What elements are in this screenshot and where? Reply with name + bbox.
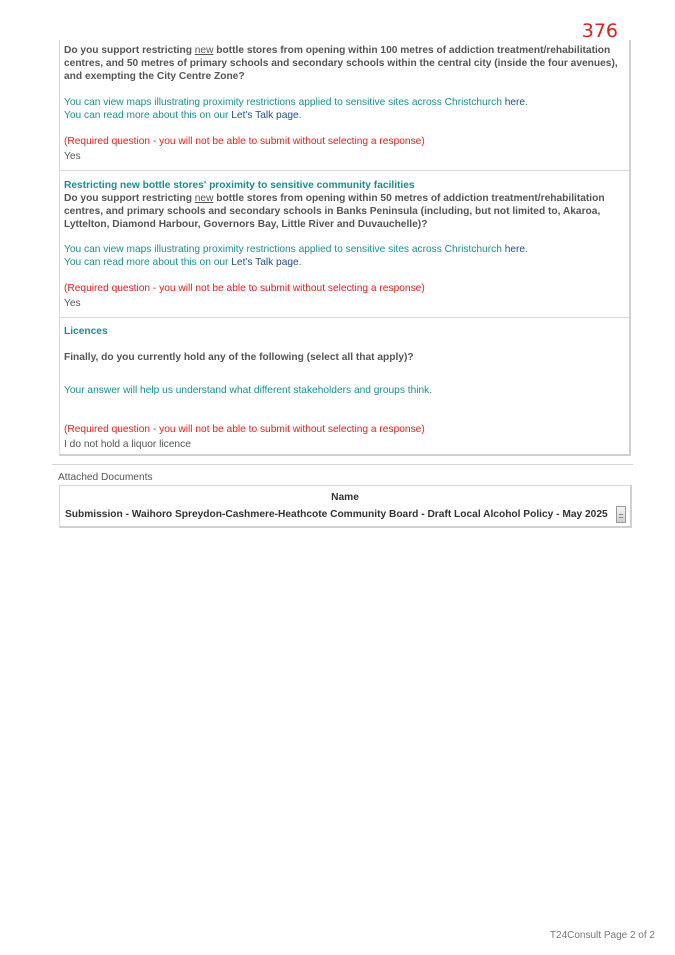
map-note: You can view maps illustrating proximity restrictions applied to sensitive sites across Christchurch here. (64, 244, 528, 255)
attached-documents-label: Attached Documents (58, 472, 153, 483)
document-icon[interactable] (616, 506, 626, 523)
question-banks-peninsula (64, 192, 625, 231)
required-notice: (Required question - you will not be able to submit without selecting a response) (64, 136, 425, 147)
required-notice: (Required question - you will not be able to submit without selecting a response) (64, 283, 425, 294)
separator (60, 317, 629, 318)
page-footer: T24Consult Page 2 of 2 (549, 930, 655, 941)
answer-value: Yes (64, 151, 81, 162)
maps-link[interactable]: here (504, 97, 526, 108)
underlined-new: new (194, 193, 214, 204)
answer-value: Yes (64, 298, 81, 309)
question-text: Do you support restricting new bottle stores from opening within 50 metres of addiction treatment/rehabilitation centres, and primary schools and secondary schools in Banks Peninsula (including, but not limited to, Akaroa, Lyttelton, Diamond Harbour, Governors Bay, Little River and Duvauchelle)? (64, 193, 605, 230)
question-text: Do you support restricting new bottle stores from opening within 100 metres of addiction treatment/rehabilitation centres, and 50 metres of primary schools and secondary schools within the central city (inside the four avenues), and exempting the City Centre Zone? (64, 45, 618, 82)
lets-talk-link[interactable]: Let's Talk page (231, 257, 299, 268)
page-number: 376 (581, 20, 618, 42)
lets-talk-link[interactable]: Let's Talk page (231, 110, 299, 121)
maps-link[interactable]: here (504, 244, 526, 255)
attachment-row[interactable]: Submission - Waihoro Spreydon-Cashmere-Heathcote Community Board - Draft Local Alcohol Policy - May 2025 (65, 509, 608, 520)
separator (60, 170, 629, 171)
section-heading-proximity: Restricting new bottle stores' proximity to sensitive community facilities (64, 180, 415, 191)
underlined-new: new (194, 45, 214, 56)
attachments-table (59, 485, 632, 528)
required-notice: (Required question - you will not be able to submit without selecting a response) (64, 424, 425, 435)
question-central-city (64, 44, 625, 83)
licences-note: Your answer will help us understand what different stakeholders and groups think. (64, 385, 433, 396)
divider (52, 464, 633, 465)
read-more-note: You can read more about this on our Let's Talk page. (64, 110, 302, 121)
column-header-name: Name (331, 492, 359, 503)
question-licences: Finally, do you currently hold any of the following (select all that apply)? (64, 352, 414, 363)
map-note: You can view maps illustrating proximity restrictions applied to sensitive sites across Christchurch here. (64, 97, 528, 108)
section-heading-licences: Licences (64, 326, 108, 337)
answer-value: I do not hold a liquor licence (64, 439, 191, 450)
read-more-note: You can read more about this on our Let's Talk page. (64, 257, 302, 268)
question-panel (59, 40, 631, 456)
